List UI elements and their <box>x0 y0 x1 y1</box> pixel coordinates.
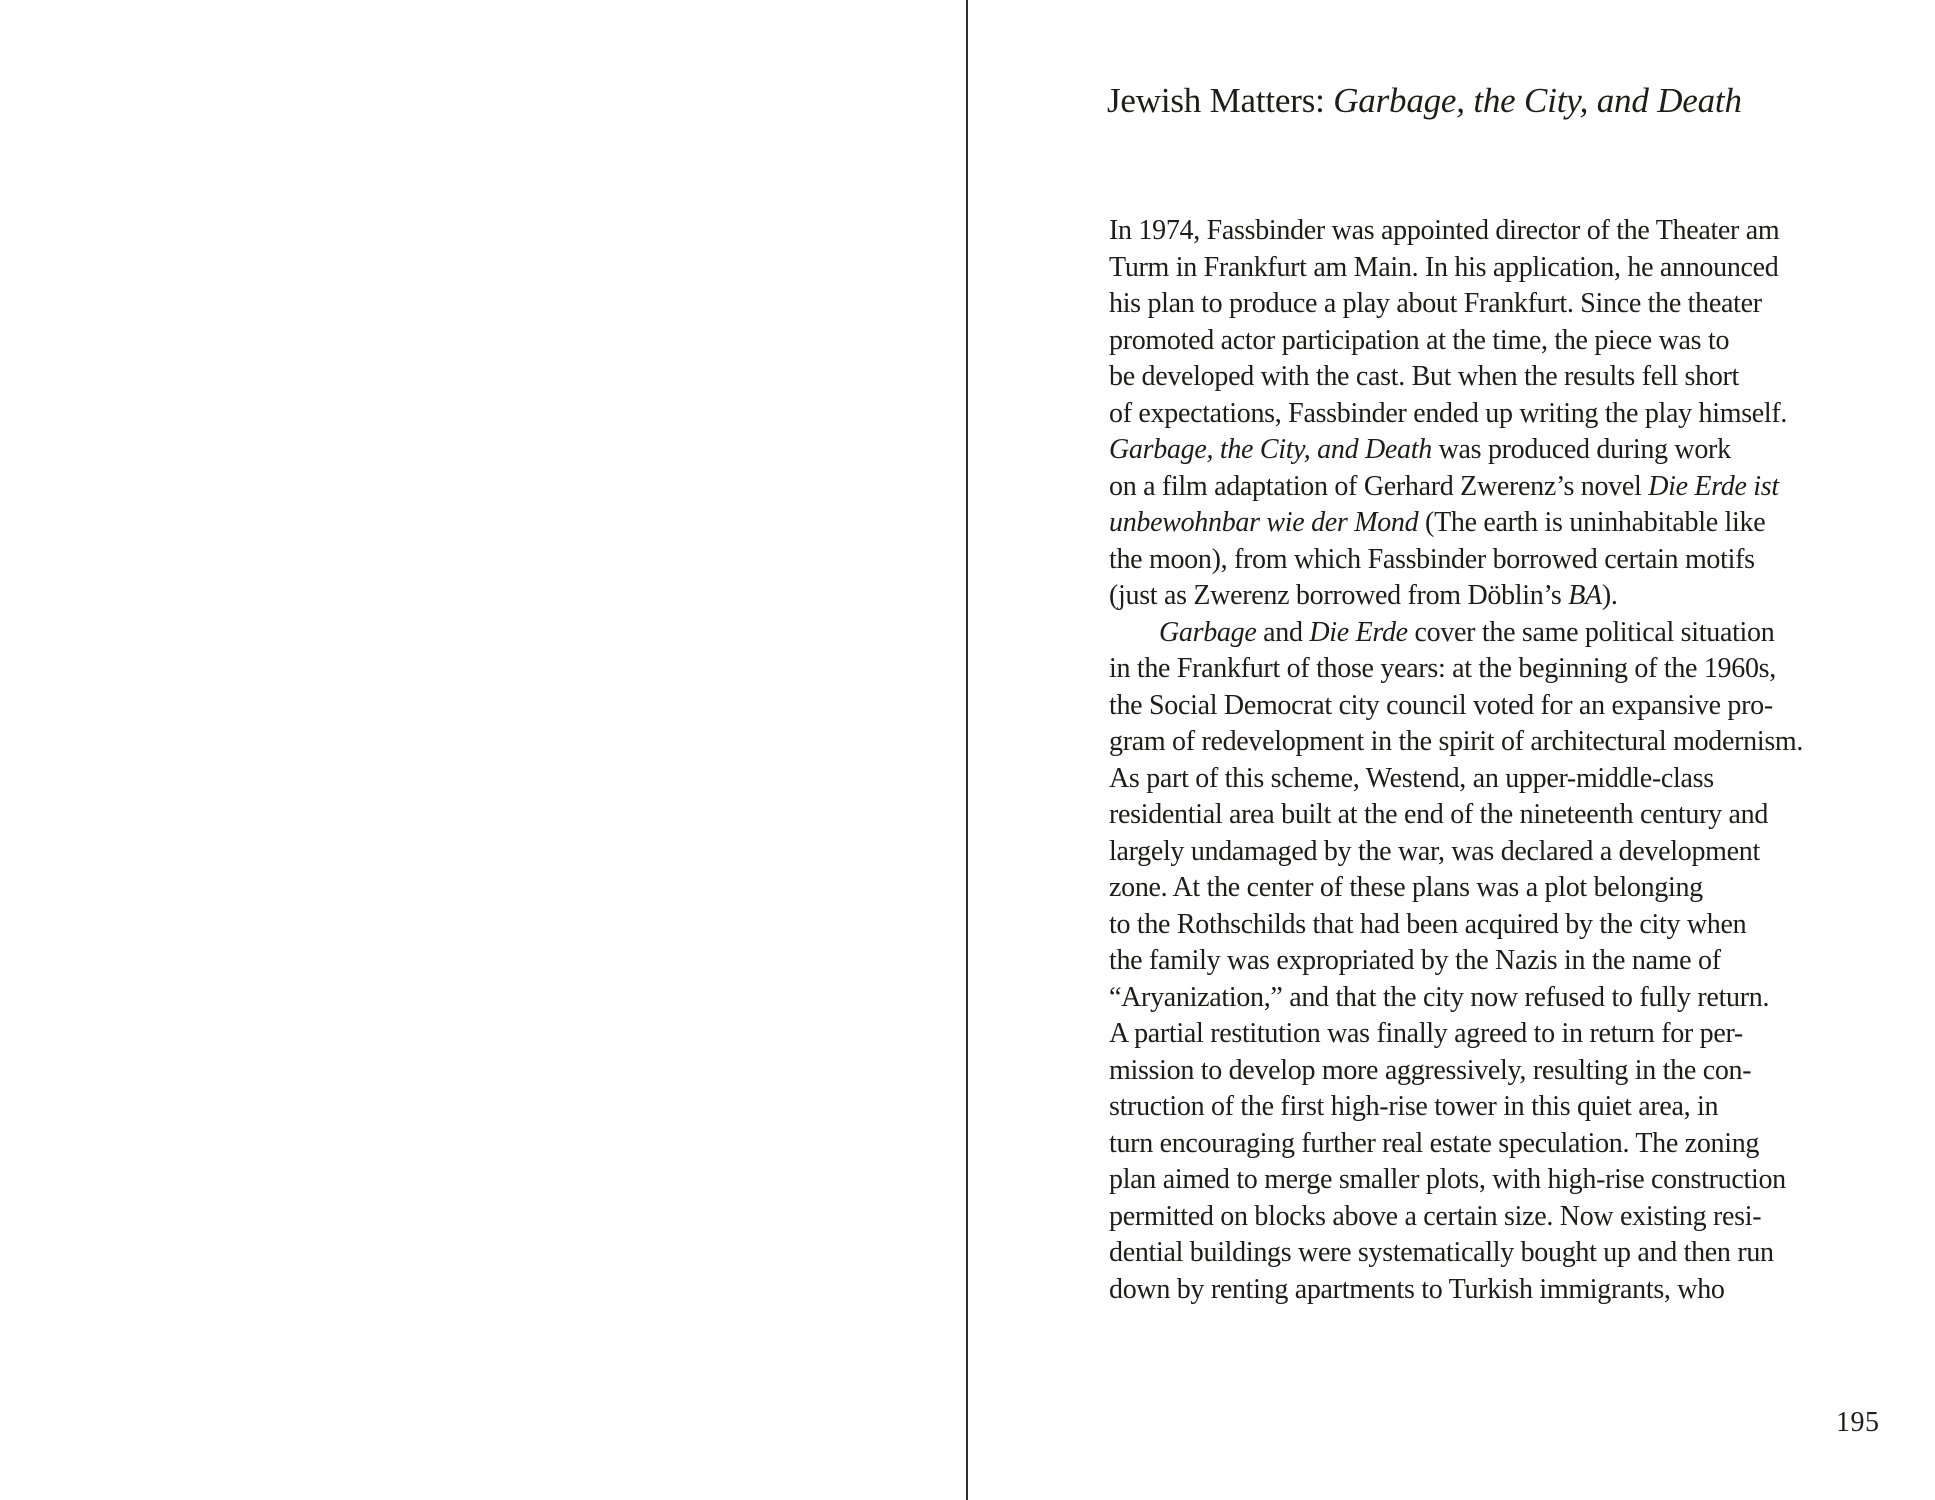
left-page-blank <box>0 0 966 1500</box>
body-line <box>1109 1089 1849 1126</box>
body-line <box>1109 578 1849 615</box>
body-line <box>1109 213 1849 250</box>
body-line <box>1109 980 1849 1017</box>
body-segment: largely undamaged by the war, was declared a development <box>1109 835 1760 867</box>
body-line <box>1109 761 1849 798</box>
body-line <box>1109 542 1849 579</box>
body-segment: of expectations, Fassbinder ended up writing the play himself. <box>1109 397 1788 429</box>
body-line <box>1109 1235 1849 1272</box>
body-line <box>1109 1272 1849 1309</box>
body-segment: “Aryanization,” and that the city now refused to fully return. <box>1109 981 1770 1013</box>
body-segment: zone. At the center of these plans was a plot belonging <box>1109 872 1703 903</box>
body-line <box>1109 688 1849 725</box>
body-segment-italic: Die Erde ist <box>1648 470 1779 502</box>
body-line <box>1109 943 1849 980</box>
body-segment: struction of the first high-rise tower in this quiet area, in <box>1109 1091 1719 1122</box>
body-segment: be developed with the cast. But when the results fell short <box>1109 361 1740 392</box>
body-segment: the moon), from which Fassbinder borrowed certain motifs <box>1109 543 1755 575</box>
body-segment: the family was expropriated by the Nazis in the name of <box>1109 945 1721 976</box>
body-segment-italic: unbewohnbar wie der Mond <box>1109 507 1419 538</box>
body-line <box>1109 870 1849 907</box>
body-segment: Turm in Frankfurt am Main. In his application, he announced <box>1109 251 1779 283</box>
body-segment: In 1974, Fassbinder was appointed director of the Theater am <box>1109 215 1780 246</box>
body-segment: in the Frankfurt of those years: at the beginning of the 1960s, <box>1109 653 1776 684</box>
body-line <box>1109 396 1849 433</box>
body-segment: (just as Zwerenz borrowed from Döblin’s <box>1109 580 1569 611</box>
body-line <box>1109 505 1849 542</box>
body-segment: dential buildings were systematically bought up and then run <box>1109 1237 1774 1268</box>
body-segment: ). <box>1601 580 1618 611</box>
body-segment: the Social Democrat city council voted for an expansive pro- <box>1109 689 1773 721</box>
page-title-roman: Jewish Matters: <box>1107 81 1334 120</box>
body-segment-italic: BA <box>1568 580 1602 611</box>
body-segment: was produced during work <box>1431 434 1731 465</box>
body-segment: to the Rothschilds that had been acquired by the city when <box>1109 908 1747 940</box>
body-segment: his plan to produce a play about Frankfurt. Since the theater <box>1109 288 1762 319</box>
body-line <box>1109 359 1849 396</box>
body-line <box>1109 1053 1849 1090</box>
right-page <box>968 0 1935 1500</box>
body-segment: on a film adaptation of Gerhard Zwerenz’s novel <box>1109 470 1649 502</box>
body-line <box>1109 651 1849 688</box>
body-line <box>1109 907 1849 944</box>
body-segment: gram of redevelopment in the spirit of architectural modernism. <box>1109 726 1804 757</box>
body-segment-italic: Garbage, the City, and Death <box>1109 434 1432 465</box>
body-line <box>1109 469 1849 506</box>
body-segment: (The earth is uninhabitable like <box>1418 507 1766 538</box>
body-line <box>1109 1162 1849 1199</box>
body-line <box>1109 286 1849 323</box>
body-segment: residential area built at the end of the nineteenth century and <box>1109 799 1769 830</box>
body-segment: turn encouraging further real estate speculation. The zoning <box>1109 1127 1760 1159</box>
body-segment: plan aimed to merge smaller plots, with high-rise construction <box>1109 1164 1786 1195</box>
body-line <box>1109 1016 1849 1053</box>
body-line <box>1109 797 1849 834</box>
body-segment-italic: Die Erde <box>1309 616 1408 648</box>
page-title-italic: Garbage, the City, and Death <box>1333 81 1742 120</box>
body-segment-italic: Garbage <box>1159 616 1257 648</box>
page-number: 195 <box>1836 1407 1880 1438</box>
body-segment: As part of this scheme, Westend, an upper-middle-class <box>1109 762 1714 794</box>
body-line <box>1109 834 1849 871</box>
body-line <box>1109 323 1849 360</box>
page-title <box>1107 80 1742 122</box>
body-line <box>1109 1126 1849 1163</box>
body-line <box>1109 724 1849 761</box>
body-text <box>1109 213 1849 1308</box>
body-line <box>1109 615 1849 652</box>
body-segment: cover the same political situation <box>1407 616 1775 648</box>
body-line <box>1109 250 1849 287</box>
body-segment: down by renting apartments to Turkish immigrants, who <box>1109 1273 1725 1305</box>
body-segment: permitted on blocks above a certain size. Now existing resi- <box>1109 1200 1762 1232</box>
body-segment: mission to develop more aggressively, resulting in the con- <box>1109 1054 1752 1086</box>
body-line <box>1109 432 1849 469</box>
body-segment: and <box>1256 616 1310 648</box>
body-segment: A partial restitution was finally agreed to in return for per- <box>1109 1018 1743 1049</box>
body-line <box>1109 1199 1849 1236</box>
body-segment: promoted actor participation at the time, the piece was to <box>1109 324 1730 356</box>
